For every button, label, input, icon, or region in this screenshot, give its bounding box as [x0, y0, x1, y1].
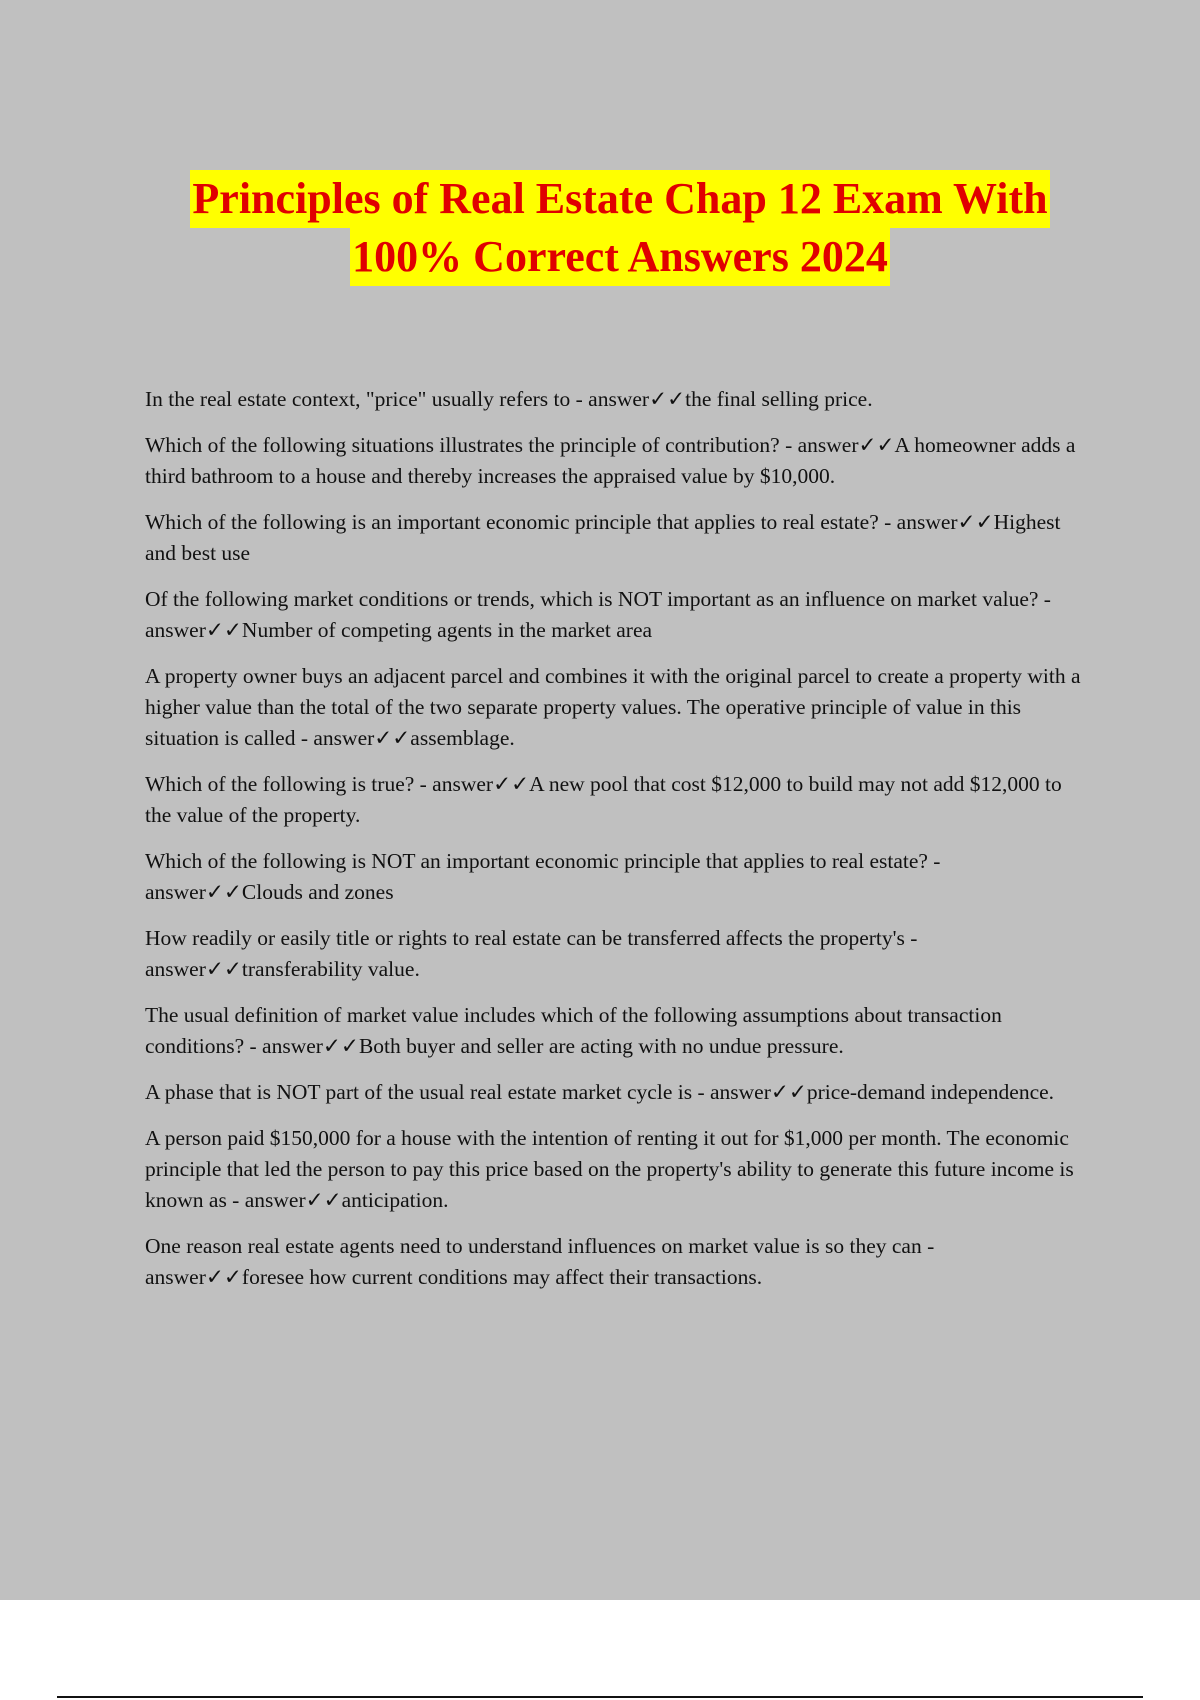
footer-divider: [57, 1696, 1143, 1698]
qa-list: [145, 384, 1090, 1308]
qa-item: Which of the following is an important economic principle that applies to real estate? - answer✓✓Highest and best use: [145, 510, 1061, 565]
qa-item: How readily or easily title or rights to real estate can be transferred affects the property's - answer✓✓transferability value.: [145, 926, 918, 981]
qa-item: Which of the following is NOT an important economic principle that applies to real estate? - answer✓✓Clouds and zones: [145, 849, 941, 904]
title-line-1: Principles of Real Estate Chap 12 Exam With: [190, 170, 1049, 228]
page-footer-area: [0, 1600, 1200, 1700]
title-line-2: 100% Correct Answers 2024: [350, 228, 890, 286]
qa-item: In the real estate context, "price" usually refers to - answer✓✓the final selling price.: [145, 387, 873, 411]
qa-item: A person paid $150,000 for a house with the intention of renting it out for $1,000 per month. The economic principle that led the person to pay this price based on the property's ability to generate this future income is known as - answer✓✓anticipation.: [145, 1126, 1074, 1212]
qa-item: Which of the following is true? - answer✓✓A new pool that cost $12,000 to build may not add $12,000 to the value of the property.: [145, 772, 1062, 827]
document-title: [60, 170, 1180, 286]
qa-item: The usual definition of market value includes which of the following assumptions about transaction conditions? - answer✓✓Both buyer and seller are acting with no undue pressure.: [145, 1003, 1002, 1058]
qa-item: A phase that is NOT part of the usual real estate market cycle is - answer✓✓price-demand independence.: [145, 1080, 1055, 1104]
qa-item: One reason real estate agents need to understand influences on market value is so they can - answer✓✓foresee how current conditions may affect their transactions.: [145, 1234, 935, 1289]
qa-item: Of the following market conditions or trends, which is NOT important as an influence on market value? - answer✓✓Number of competing agents in the market area: [145, 587, 1051, 642]
qa-item: A property owner buys an adjacent parcel and combines it with the original parcel to create a property with a higher value than the total of the two separate property values. The operative principle of value in this situation is called - answer✓✓assemblage.: [145, 664, 1081, 750]
qa-item: Which of the following situations illustrates the principle of contribution? - answer✓✓A homeowner adds a third bathroom to a house and thereby increases the appraised value by $10,000.: [145, 433, 1076, 488]
